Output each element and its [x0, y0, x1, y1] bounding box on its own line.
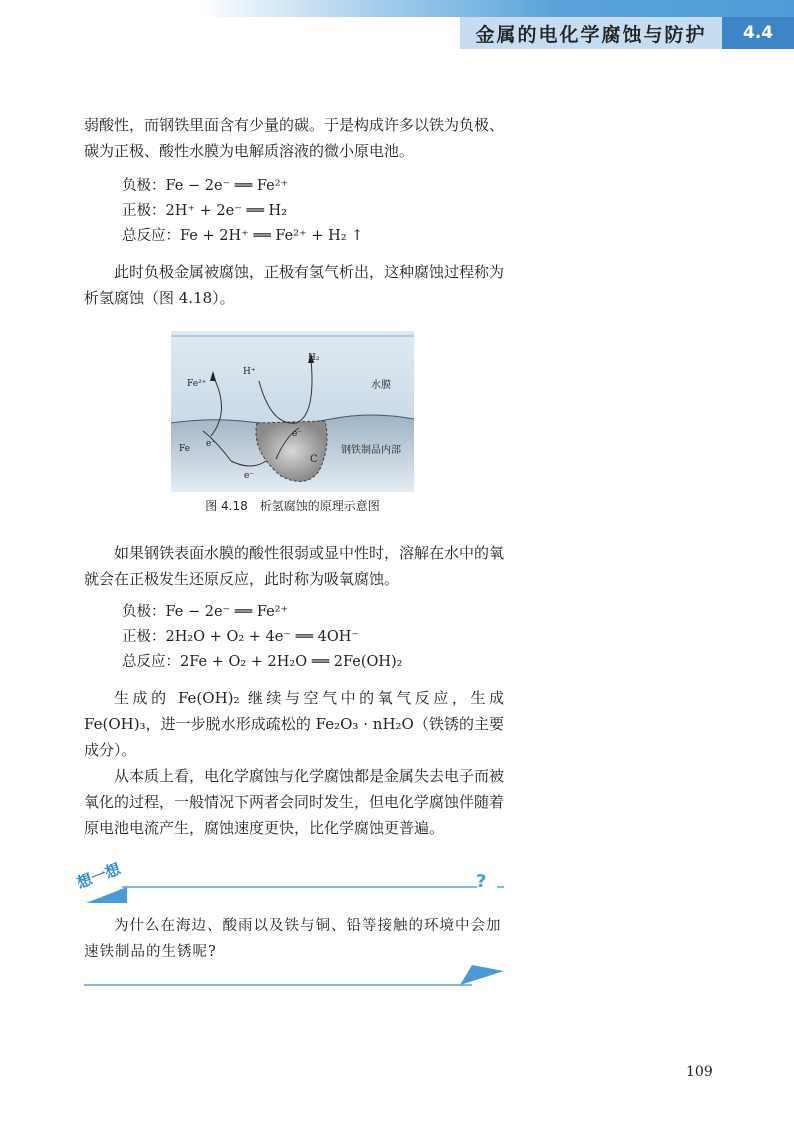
section-number: 4.4 [722, 17, 794, 49]
equation-positive: 正极：2H₂O + O₂ + 4e⁻ ══ 4OH⁻ [122, 629, 360, 645]
header-bar [0, 0, 794, 17]
label-electron: e⁻ [244, 471, 255, 481]
label-fe: Fe [179, 444, 191, 454]
question-mark-icon: ? [476, 871, 487, 892]
equation-positive: 正极：2H⁺ + 2e⁻ ══ H₂ [122, 203, 287, 219]
label-h2: H₂ [308, 353, 320, 363]
think-title: 想一想 [74, 859, 123, 893]
page-number: 109 [686, 1064, 713, 1080]
figure-hydrogen-corrosion [171, 331, 414, 492]
label-carbon: C [310, 454, 318, 465]
paragraph: 此时负极金属被腐蚀，正极有氢气析出，这种腐蚀过程称为析氢腐蚀（图 4.18）。 [84, 263, 505, 307]
equations-hydrogen [122, 174, 504, 249]
equations-oxygen [122, 600, 504, 675]
label-electron: e⁻ [292, 429, 303, 439]
equation-negative: 负极：Fe − 2e⁻ ══ Fe²⁺ [122, 604, 289, 620]
chapter-title: 金属的电化学腐蚀与防护 [460, 17, 722, 49]
think-box [72, 859, 512, 987]
main-column [74, 112, 505, 987]
label-steel-interior: 钢铁制品内部 [341, 445, 401, 456]
label-water-film: 水膜 [371, 380, 391, 391]
label-electron: e⁻ [206, 439, 217, 449]
equation-negative: 负极：Fe − 2e⁻ ══ Fe²⁺ [122, 178, 289, 194]
label-h-plus: H⁺ [243, 367, 256, 377]
equation-total: 总反应：Fe + 2H⁺ ══ Fe²⁺ + H₂ ↑ [122, 228, 364, 244]
paragraph: 从本质上看，电化学腐蚀与化学腐蚀都是金属失去电子而被氧化的过程，一般情况下两者会同时发生，但电化学腐蚀伴随着原电池电流产生，腐蚀速度更快，比化学腐蚀更普遍。 [84, 767, 505, 837]
equation-total: 总反应：2Fe + O₂ + 2H₂O ══ 2Fe(OH)₂ [122, 654, 403, 670]
label-fe2: Fe²⁺ [187, 379, 207, 389]
paragraph: 弱酸性，而钢铁里面含有少量的碳。于是构成许多以铁为负极、碳为正极、酸性水膜为电解质溶液的微小原电池。 [84, 116, 505, 160]
paragraph: 生成的 Fe(OH)₂ 继续与空气中的氧气反应，生成 Fe(OH)₃，进一步脱水形成疏松的 Fe₂O₃ · nH₂O（铁锈的主要成分）。 [84, 689, 504, 759]
figure-caption: 图 4.18 析氢腐蚀的原理示意图 [205, 499, 380, 513]
think-question: 为什么在海边、酸雨以及铁与铜、铅等接触的环境中会加速铁制品的生锈呢? [84, 918, 502, 960]
paragraph: 如果钢铁表面水膜的酸性很弱或显中性时，溶解在水中的氧就会在正极发生还原反应，此时称为吸氧腐蚀。 [84, 544, 505, 588]
